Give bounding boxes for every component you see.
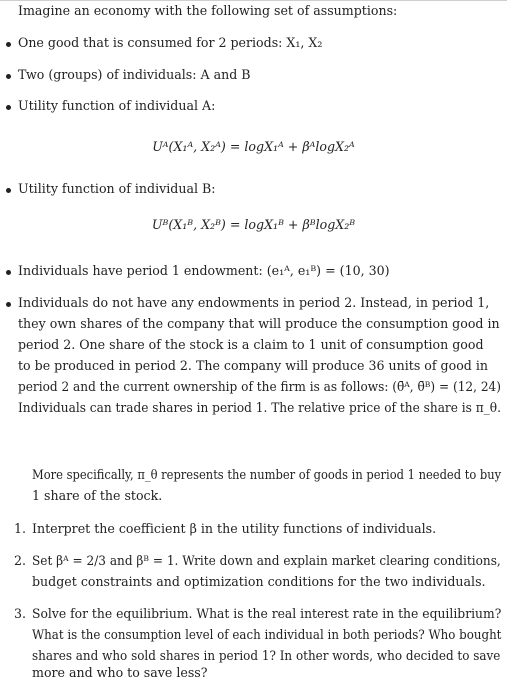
bullet-icon xyxy=(6,270,11,275)
question-number: 1. xyxy=(14,521,27,536)
intro-text: Imagine an economy with the following set of assumptions: xyxy=(18,3,398,18)
equation-utility-b: Uᴮ(X₁ᴮ, X₂ᴮ) = logX₁ᴮ + βᴮlogX₂ᴮ xyxy=(151,217,356,232)
paragraph-line: Individuals do not have any endowments in period 2. Instead, in period 1, xyxy=(18,295,490,310)
question-line: What is the consumption level of each individual in both periods? Who bought xyxy=(32,627,502,642)
question-line: budget constraints and optimization conditions for the two individuals. xyxy=(32,574,486,589)
bullet-one-good: One good that is consumed for 2 periods: X₁, X₂ xyxy=(18,35,323,50)
question-number: 3. xyxy=(14,606,27,621)
paragraph-line: they own shares of the company that will produce the consumption good in xyxy=(18,316,500,331)
question-line: more and who to save less? xyxy=(32,665,208,680)
note-line: More specifically, π_θ represents the number of goods in period 1 needed to buy xyxy=(32,467,502,482)
paragraph-line: to be produced in period 2. The company will produce 36 units of good in xyxy=(18,358,488,373)
question-line: Set βᴬ = 2/3 and βᴮ = 1. Write down and explain market clearing conditions, xyxy=(32,553,501,568)
question-line: shares and who sold shares in period 1? In other words, who decided to save xyxy=(32,648,501,663)
paragraph-line: period 2 and the current ownership of the firm is as follows: (θ̄ᴬ, θ̄ᴮ) = (12, 24) xyxy=(18,379,501,394)
question-line: Solve for the equilibrium. What is the real interest rate in the equilibrium? xyxy=(32,606,502,621)
bullet-icon xyxy=(6,302,11,307)
paragraph-line: Individuals can trade shares in period 1. The relative price of the share is π_θ. xyxy=(18,400,501,415)
note-line: 1 share of the stock. xyxy=(32,488,163,503)
equation-utility-a: Uᴬ(X₁ᴬ, X₂ᴬ) = logX₁ᴬ + βᴬlogX₂ᴬ xyxy=(152,139,355,154)
bullet-icon xyxy=(6,42,11,47)
bullet-icon xyxy=(6,105,11,110)
bullet-two-groups: Two (groups) of individuals: A and B xyxy=(18,67,251,82)
question-line: Interpret the coefficient β in the utility functions of individuals. xyxy=(32,521,437,536)
bullet-icon xyxy=(6,188,11,193)
bullet-endowment: Individuals have period 1 endowment: (e₁ᴬ, e₁ᴮ) = (10, 30) xyxy=(18,263,390,278)
question-number: 2. xyxy=(14,553,27,568)
paragraph-line: period 2. One share of the stock is a claim to 1 unit of consumption good xyxy=(18,337,484,352)
bullet-utility-b: Utility function of individual B: xyxy=(18,181,216,196)
bullet-icon xyxy=(6,74,11,79)
bullet-utility-a: Utility function of individual A: xyxy=(18,98,216,113)
